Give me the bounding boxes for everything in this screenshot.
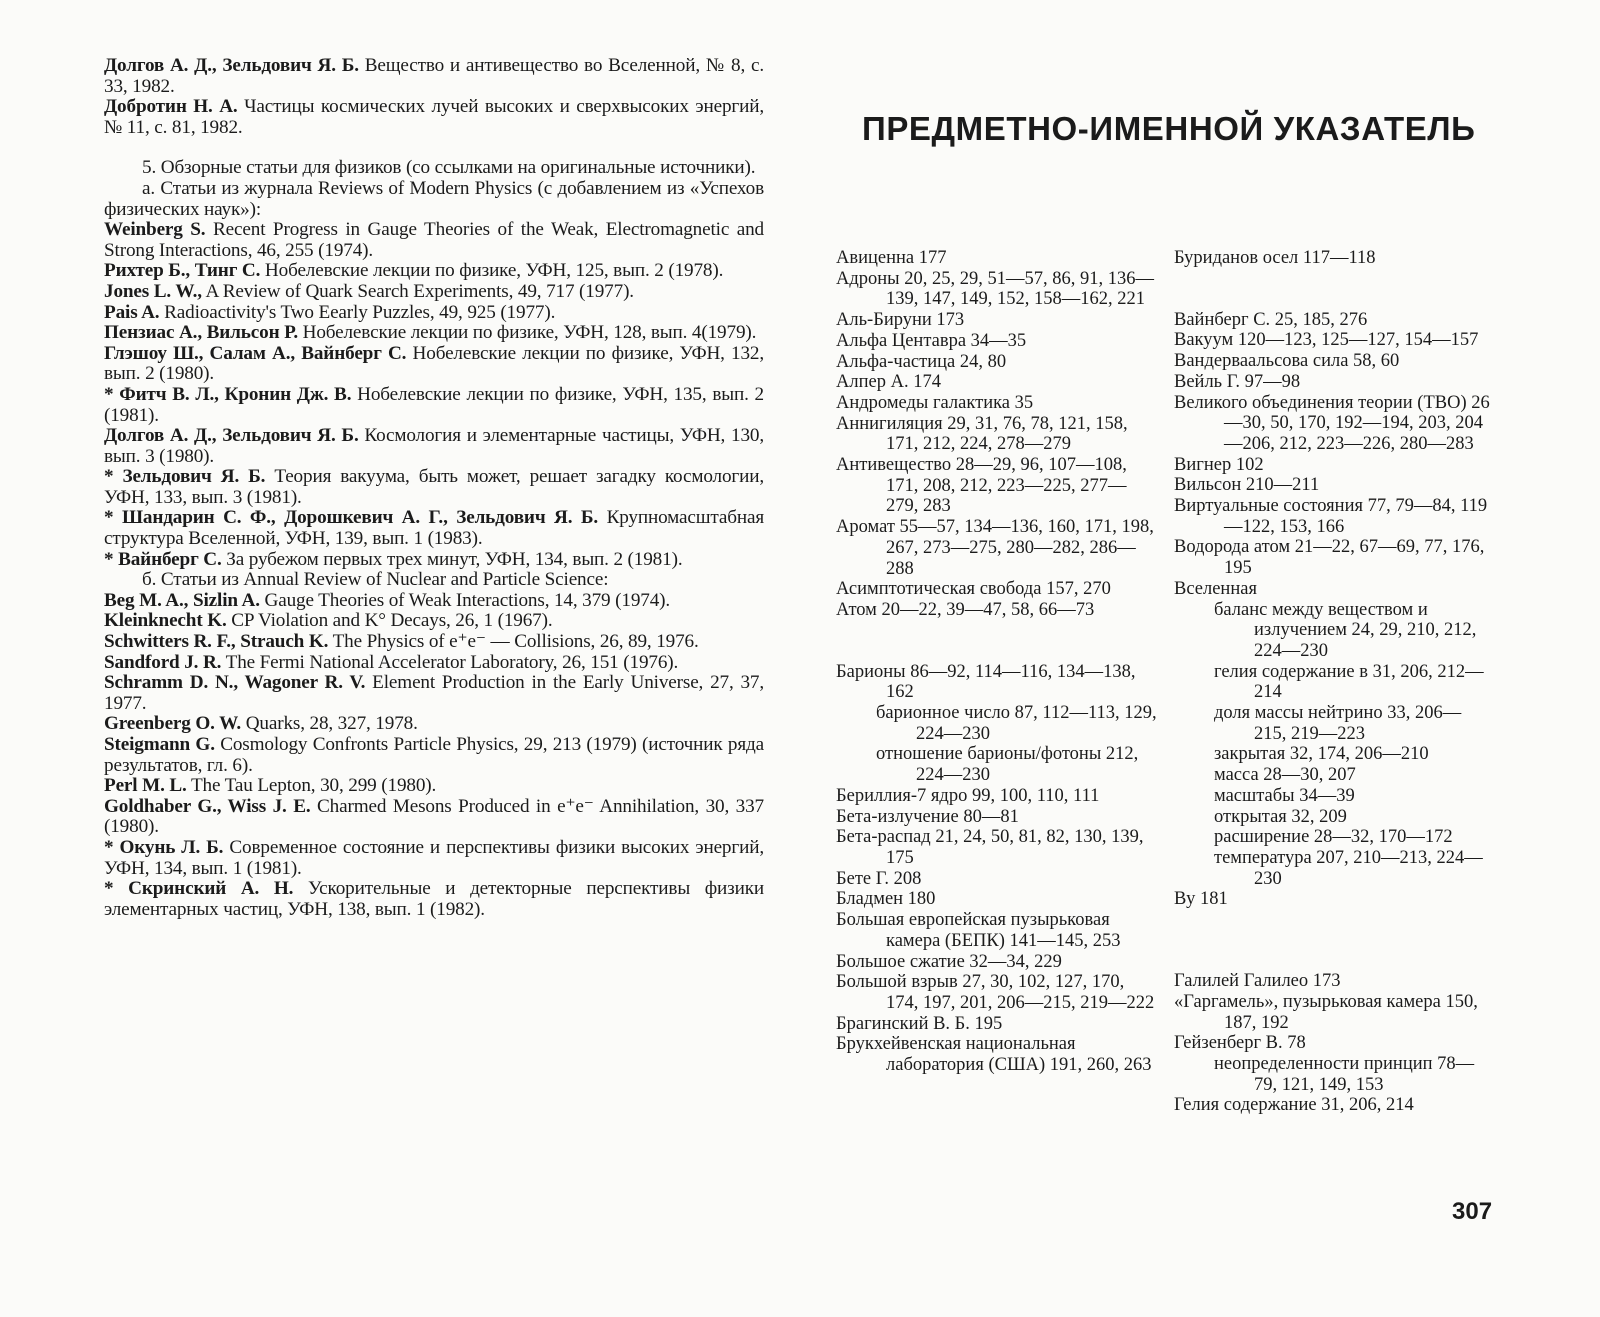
entry-text: а. Статьи из журнала Reviews of Modern Physics (с добавлением из «Успехов физических наук»): [104, 177, 764, 220]
index-entry: Альфа-частица 24, 80 [836, 351, 1007, 372]
bibliography-entry [104, 282, 764, 303]
entry-text: The Tau Lepton, 30, 299 (1980). [186, 775, 437, 797]
bibliography-entry [104, 303, 764, 324]
entry-text: The Fermi National Accelerator Laboratory, 26, 151 (1976). [221, 651, 679, 673]
entry-author: * Шандарин С. Ф., Дорошкевич А. Г., Зельдович Я. Б. [104, 507, 599, 529]
bibliography-entry [104, 344, 764, 385]
entry-text: Gauge Theories of Weak Interactions, 14, 379 (1974). [259, 589, 671, 611]
bibliography-entry [104, 673, 764, 714]
spacer [1174, 269, 1490, 310]
entry-author: * Зельдович Я. Б. [104, 466, 266, 488]
index-entry: Брукхейвенская национальная лаборатория (США) 191, 260, 263 [836, 1034, 1152, 1076]
index-entry: Вигнер 102 [1174, 454, 1264, 475]
entry-text: б. Статьи из Annual Review of Nuclear and Particle Science: [142, 569, 609, 591]
entry-text: Element Production in the Early Universe, 27, 37, 1977. [104, 672, 764, 714]
entry-text: Космология и элементарные частицы, УФН, 130, вып. 3 (1980). [104, 425, 764, 467]
bibliography-entry [104, 735, 764, 776]
entry-author: Schramm D. N., Wagoner R. V. [104, 672, 366, 694]
index-entry: Виртуальные состояния 77, 79—84, 119—122, 153, 166 [1174, 496, 1488, 537]
entry-text: Вещество и антивещество во Вселенной, № 8, с. 33, 1982. [104, 55, 765, 97]
index-entry: Буриданов осел 117—118 [1174, 248, 1376, 268]
bibliography-entry [104, 426, 764, 467]
index-entry: Вакуум 120—123, 125—127, 154—157 [1174, 330, 1479, 351]
index-title: ПРЕДМЕТНО-ИМЕННОЙ УКАЗАТЕЛЬ [862, 110, 1476, 147]
index-subentry: расширение 28—32, 170—172 [1214, 827, 1453, 848]
index-entry: «Гаргамель», пузырьковая камера 150, 187, 192 [1174, 991, 1478, 1033]
entry-author: Beg M. A., Sizlin A. [104, 589, 260, 611]
index-subentry: температура 207, 210—213, 224—230 [1214, 847, 1483, 889]
entry-text: Частицы космических лучей высоких и сверхвысоких энергий, № 11, с. 81, 1982. [104, 96, 764, 138]
bibliography-entry [104, 838, 764, 879]
bibliography-entry [104, 323, 764, 344]
entry-author: Pais A. [104, 301, 160, 323]
bibliography-entry [104, 56, 764, 97]
entry-author: * Окунь Л. Б. [104, 836, 224, 858]
bibliography-entry [104, 467, 764, 508]
index-entry: Галилей Галилео 173 [1174, 971, 1341, 992]
index-entry: Большой взрыв 27, 30, 102, 127, 170, 174, 197, 201, 206—215, 219—222 [836, 972, 1155, 1013]
spacer [836, 621, 1158, 662]
index-entry: Вселенная [1174, 578, 1257, 599]
entry-author: Sandford J. R. [104, 651, 222, 673]
entry-author: Kleinknecht K. [104, 610, 227, 632]
entry-author: Глэшоу Ш., Салам А., Вайнберг С. [104, 342, 407, 364]
index-subentry: закрытая 32, 174, 206—210 [1214, 744, 1429, 765]
index-entry: Большое сжатие 32—34, 229 [836, 951, 1062, 972]
index-subentry: масса 28—30, 207 [1214, 765, 1356, 786]
index-entry: Великого объединения теории (ТВО) 26—30, 50, 170, 192—194, 203, 204—206, 212, 223—226, 280—283 [1174, 392, 1490, 454]
bibliography-list [104, 56, 764, 920]
entry-author: Jones L. W., [104, 280, 202, 302]
index-entry: Вандерваальсова сила 58, 60 [1174, 351, 1400, 372]
index-subentry: отношение барионы/фотоны 212, 224—230 [876, 744, 1139, 786]
index-subentry: неопределенности принцип 78—79, 121, 149, 153 [1214, 1053, 1475, 1095]
index-entry: Ву 181 [1174, 889, 1228, 910]
index-column-2 [1174, 248, 1490, 1116]
index-subentry: открытая 32, 209 [1214, 806, 1347, 827]
bibliography-entry [104, 714, 764, 735]
entry-author: Долгов А. Д., Зельдович Я. Б. [104, 55, 359, 76]
index-entry: Асимптотическая свобода 157, 270 [836, 579, 1111, 600]
entry-text: Нобелевские лекции по физике, УФН, 132, вып. 2 (1980). [104, 342, 764, 385]
bibliography-entry [104, 591, 764, 612]
bibliography-entry [104, 776, 764, 797]
index-entry: Водорода атом 21—22, 67—69, 77, 176, 195 [1174, 537, 1485, 579]
section-heading [104, 158, 764, 179]
bibliography-entry [104, 632, 764, 653]
index-subentry: доля массы нейтрино 33, 206—215, 219—223 [1214, 703, 1462, 744]
index-entry: Аль-Бируни 173 [836, 310, 965, 331]
entry-author: Perl M. L. [104, 775, 187, 797]
bibliography-entry [104, 220, 764, 261]
page-number: 307 [1452, 1198, 1493, 1225]
index-column-1 [836, 248, 1158, 1076]
index-entry: Вейль Г. 97—98 [1174, 371, 1301, 392]
entry-text: Нобелевские лекции по физике, УФН, 135, вып. 2 (1981). [104, 383, 764, 426]
entry-text: Современное состояние и перспективы физики высоких энергий, УФН, 134, вып. 1 (1981). [104, 836, 764, 879]
entry-author: Schwitters R. F., Strauch K. [104, 631, 329, 653]
spacer [1174, 951, 1490, 971]
index-entry: Атом 20—22, 39—47, 58, 66—73 [836, 599, 1095, 620]
bibliography-entry [104, 611, 764, 632]
entry-text: Нобелевские лекции по физике, УФН, 128, вып. 4(1979). [297, 322, 757, 344]
index-entry: Вайнберг С. 25, 185, 276 [1174, 309, 1368, 330]
index-entry: Брагинский В. Б. 195 [836, 1013, 1003, 1034]
bibliography-entry [104, 97, 764, 138]
entry-text: За рубежом первых трех минут, УФН, 134, вып. 2 (1981). [221, 548, 683, 570]
right-page [800, 0, 1600, 1317]
index-entry: Андромеды галактика 35 [836, 392, 1034, 413]
bibliography-entry [104, 879, 764, 920]
bibliography-entry [104, 797, 764, 838]
index-subentry: барионное число 87, 112—113, 129, 224—230 [876, 703, 1157, 744]
entry-text: Крупномасштабная структура Вселенной, УФН, 139, вып. 1 (1983). [104, 507, 764, 550]
index-entry: Бета-распад 21, 24, 50, 81, 82, 130, 139, 175 [836, 827, 1144, 868]
entry-author: * Фитч В. Л., Кронин Дж. В. [104, 383, 352, 405]
entry-text: Quarks, 28, 327, 1978. [241, 713, 418, 735]
entry-text: Recent Progress in Gauge Theories of the Weak, Electromagnetic and Strong Interactions, 46, 255 (1974). [104, 219, 765, 261]
index-entry: Гелия содержание 31, 206, 214 [1174, 1095, 1414, 1116]
entry-text: 5. Обзорные статьи для физиков (со ссылками на оригинальные источники). [142, 157, 756, 179]
entry-author: Steigmann G. [104, 734, 215, 755]
index-subentry: баланс между веществом и излучением 24, 29, 210, 212, 224—230 [1214, 599, 1477, 661]
index-entry: Гейзенберг В. 78 [1174, 1033, 1306, 1054]
index-entry: Альфа Центавра 34—35 [836, 330, 1027, 351]
index-entry: Авиценна 177 [836, 248, 947, 268]
entry-text: A Review of Quark Search Experiments, 49, 717 (1977). [201, 280, 634, 302]
bibliography-entry [104, 550, 764, 571]
index-entry: Аннигиляция 29, 31, 76, 78, 121, 158, 171, 212, 224, 278—279 [836, 413, 1128, 455]
index-entry: Бете Г. 208 [836, 868, 922, 889]
entry-text: Ускорительные и детекторные перспективы физики элементарных частиц, УФН, 138, вып. 1 (1982). [104, 878, 764, 920]
entry-text: Нобелевские лекции по физике, УФН, 125, вып. 2 (1978). [260, 260, 724, 282]
index-entry: Алпер А. 174 [836, 372, 941, 393]
entry-author: Долгов А. Д., Зельдович Я. Б. [104, 425, 359, 447]
entry-text: Cosmology Confronts Particle Physics, 29, 213 (1979) (источник ряда результатов, гл. 6). [104, 734, 765, 776]
index-entry: Барионы 86—92, 114—116, 134—138, 162 [836, 661, 1136, 703]
index-entry: Антивещество 28—29, 96, 107—108, 171, 208, 212, 223—225, 277—279, 283 [836, 455, 1127, 517]
entry-text: Теория вакуума, быть может, решает загадку космологии, УФН, 133, вып. 3 (1981). [104, 466, 764, 508]
entry-author: Goldhaber G., Wiss J. E. [104, 795, 311, 817]
bibliography-entry [104, 508, 764, 549]
entry-author: Добротин Н. А. [104, 96, 238, 118]
spacer [104, 138, 764, 158]
index-entry: Бладмен 180 [836, 889, 936, 910]
spacer [1174, 910, 1490, 951]
bibliography-entry [104, 385, 764, 426]
index-subentry: масштабы 34—39 [1214, 785, 1355, 806]
bibliography-entry [104, 261, 764, 282]
entry-text: Radioactivity's Two Eearly Puzzles, 49, 925 (1977). [159, 301, 556, 323]
index-subentry: гелия содержание в 31, 206, 212—214 [1214, 661, 1484, 703]
section-heading [104, 179, 764, 220]
entry-author: Рихтер Б., Тинг С. [104, 260, 261, 282]
entry-text: The Physics of e⁺e⁻ — Collisions, 26, 89, 1976. [328, 631, 699, 653]
entry-author: Пензиас А., Вильсон Р. [104, 322, 298, 344]
index-entry: Адроны 20, 25, 29, 51—57, 86, 91, 136—139, 147, 149, 152, 158—162, 221 [836, 268, 1154, 310]
entry-author: Greenberg O. W. [104, 713, 242, 735]
section-heading [104, 570, 764, 591]
entry-author: * Вайнберг С. [104, 548, 222, 570]
index-entry: Вильсон 210—211 [1174, 475, 1320, 496]
bibliography-entry [104, 653, 764, 674]
index-entry: Большая европейская пузырьковая камера (БЕПК) 141—145, 253 [836, 910, 1121, 951]
entry-text: CP Violation and K° Decays, 26, 1 (1967). [226, 610, 553, 632]
index-entry: Аромат 55—57, 134—136, 160, 171, 198, 267, 273—275, 280—282, 286—288 [836, 517, 1154, 579]
index-entry: Бериллия-7 ядро 99, 100, 110, 111 [836, 785, 1100, 806]
entry-author: Weinberg S. [104, 219, 206, 241]
entry-author: * Скринский А. Н. [104, 878, 294, 900]
index-entry: Бета-излучение 80—81 [836, 806, 1019, 827]
entry-text: Charmed Mesons Produced in e⁺e⁻ Annihilation, 30, 337 (1980). [104, 795, 764, 838]
